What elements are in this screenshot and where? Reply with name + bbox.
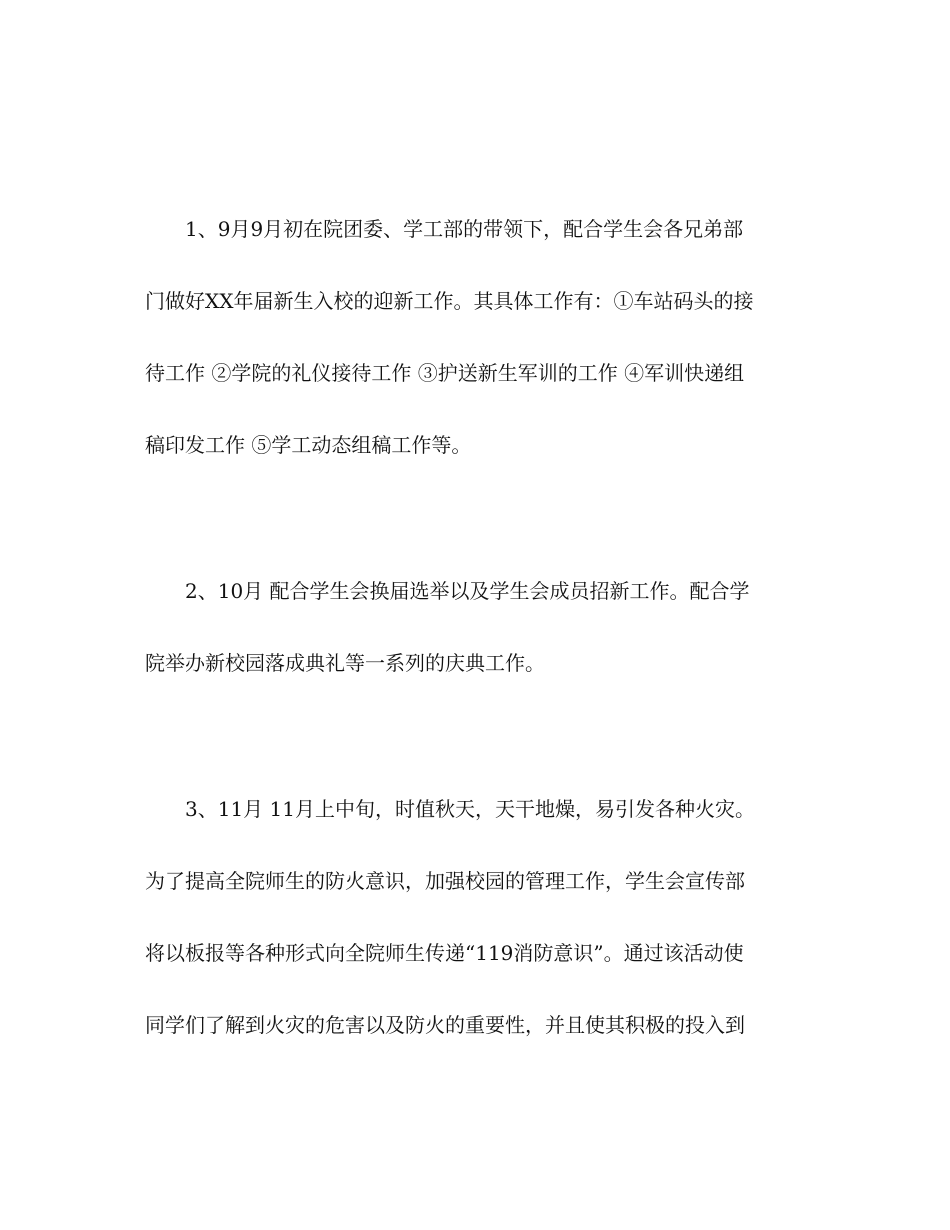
paragraph-1-line-4: 稿印发工作 ⑤学工动态组稿工作等。: [145, 433, 472, 457]
paragraph-3-line-3: 将以板报等各种形式向全院师生传递“119消防意识”。通过该活动使: [145, 941, 744, 965]
paragraph-2-line-2: 院举办新校园落成典礼等一系列的庆典工作。: [145, 651, 545, 675]
paragraph-1-line-3: 待工作 ②学院的礼仪接待工作 ③护送新生军训的工作 ④军训快递组: [145, 361, 745, 385]
paragraph-1-line-1: 1、9月9月初在院团委、学工部的带领下，配合学生会各兄弟部: [145, 217, 744, 241]
paragraph-3-line-4: 同学们了解到火灾的危害以及防火的重要性，并且使其积极的投入到: [145, 1013, 745, 1037]
paragraph-2-line-1: 2、10月 配合学生会换届选举以及学生会成员招新工作。配合学: [145, 579, 750, 603]
paragraph-3-line-1: 3、11月 11月上中旬，时值秋天，天干地燥，易引发各种火灾。: [145, 797, 755, 821]
paragraph-1-line-2: 门做好XX年届新生入校的迎新工作。其具体工作有：①车站码头的接: [145, 289, 754, 313]
paragraph-3-line-2: 为了提高全院师生的防火意识，加强校园的管理工作，学生会宣传部: [145, 869, 745, 893]
